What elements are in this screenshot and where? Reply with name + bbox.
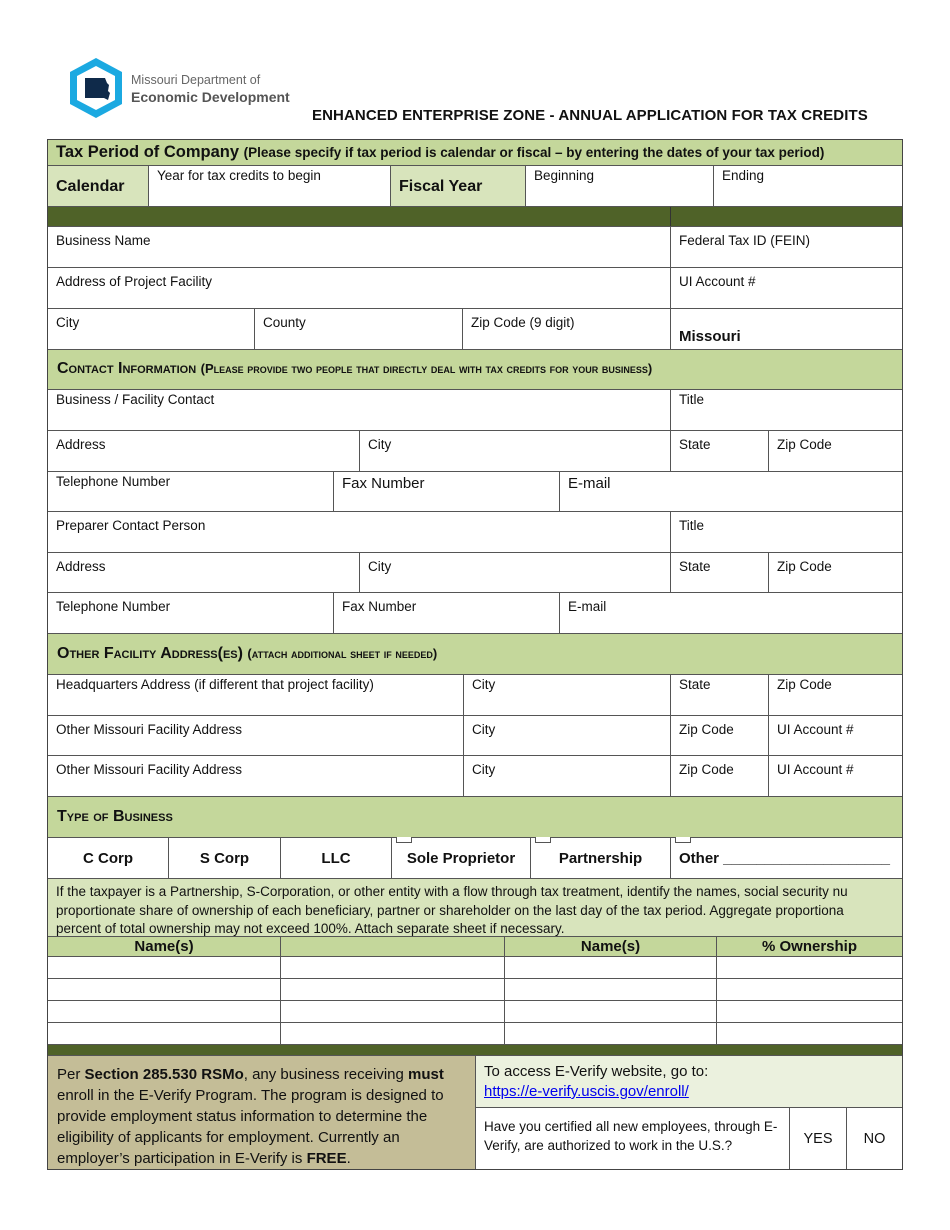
logo-line-2: Economic Development — [131, 89, 290, 105]
preparer-address-field[interactable]: Address — [48, 553, 360, 592]
contact-telephone-field[interactable]: Telephone Number — [48, 472, 334, 511]
contact-address-row — [48, 431, 902, 472]
tax-period-row — [48, 166, 902, 207]
hq-state-field[interactable]: State — [671, 675, 769, 715]
preparer-title-field[interactable]: Title — [679, 518, 705, 533]
option-other-label: Other ____________________ — [679, 849, 891, 867]
everify-text-4: . — [346, 1150, 351, 1167]
hq-address-row — [48, 675, 902, 716]
col-names-2: Name(s) — [505, 937, 717, 956]
project-address-field[interactable]: Address of Project Facility — [48, 268, 671, 308]
ownership-cell[interactable] — [717, 1023, 902, 1044]
contact-zip-field[interactable]: Zip Code — [777, 437, 832, 452]
everify-access-text: To access E-Verify website, go to: — [484, 1063, 709, 1080]
preparer-address-row — [48, 553, 902, 593]
option-other[interactable] — [671, 838, 902, 878]
ownership-cell[interactable] — [281, 1023, 505, 1044]
everify-yes[interactable]: YES — [790, 1108, 847, 1169]
contact-address-field[interactable]: Address — [48, 431, 360, 471]
business-contact-field[interactable]: Business / Facility Contact — [48, 390, 671, 430]
fein-field[interactable]: Federal Tax ID (FEIN) — [679, 233, 811, 248]
everify-question: Have you certified all new employees, through E-Verify, are authorized to work in the U.S.? — [476, 1108, 790, 1169]
contact-state-field[interactable]: State — [671, 431, 769, 471]
preparer-state-field[interactable]: State — [671, 553, 769, 592]
business-type-options — [48, 838, 902, 879]
other-facility-instruction: (attach additional sheet if needed) — [247, 646, 438, 661]
contact-title-field[interactable]: Title — [679, 392, 705, 407]
ownership-cell[interactable] — [505, 1001, 717, 1022]
col-names-1: Name(s) — [48, 937, 281, 956]
ownership-cell[interactable] — [717, 1001, 902, 1022]
type-of-business-heading: Type of Business — [57, 808, 173, 825]
preparer-email-field[interactable]: E-mail — [568, 599, 607, 614]
preparer-phone-row — [48, 593, 902, 634]
other-facility-row-2 — [48, 756, 902, 797]
missouri-state-icon — [85, 78, 110, 100]
other-facility-city-2[interactable]: City — [464, 756, 671, 796]
everify-right — [476, 1056, 902, 1169]
hq-city-field[interactable]: City — [464, 675, 671, 715]
ownership-cell[interactable] — [48, 979, 281, 1000]
preparer-telephone-field[interactable]: Telephone Number — [48, 593, 334, 633]
divider-bar-2 — [48, 1045, 902, 1056]
option-llc-label: LLC — [321, 849, 351, 867]
ownership-cell[interactable] — [48, 957, 281, 978]
ownership-paragraph-line-3: percent of total ownership may not exceed 100%. Attach separate sheet if necessary. — [56, 921, 565, 936]
ownership-cell[interactable] — [281, 957, 505, 978]
everify-notice — [48, 1056, 476, 1169]
logo-line-1: Missouri Department of — [131, 73, 261, 87]
ownership-row — [48, 1001, 902, 1023]
ownership-table-header — [48, 936, 902, 957]
other-facility-ui-1[interactable]: UI Account # — [777, 722, 854, 737]
tax-period-instruction: (Please specify if tax period is calendar or fiscal – by entering the dates of your tax period) — [243, 145, 825, 160]
everify-free: FREE — [306, 1150, 347, 1167]
other-facility-address-2[interactable]: Other Missouri Facility Address — [48, 756, 464, 796]
logo-text — [131, 72, 290, 106]
everify-text-2: , any business receiving — [243, 1066, 409, 1083]
contact-email-field[interactable]: E-mail — [568, 475, 611, 492]
contact-header — [48, 350, 902, 390]
state-missouri: Missouri — [679, 328, 741, 345]
everify-section-ref: Section 285.530 RSMo — [84, 1066, 244, 1083]
ownership-cell[interactable] — [717, 979, 902, 1000]
ownership-cell[interactable] — [48, 1023, 281, 1044]
year-for-tax-credits-field[interactable]: Year for tax credits to begin — [149, 166, 391, 206]
type-of-business-header — [48, 797, 902, 838]
checkbox-partnership[interactable] — [535, 837, 551, 843]
business-contact-row — [48, 390, 902, 431]
preparer-city-field[interactable]: City — [360, 553, 671, 592]
city-field[interactable]: City — [48, 309, 255, 349]
fiscal-year-label: Fiscal Year — [391, 166, 526, 206]
other-facility-ui-2[interactable]: UI Account # — [777, 762, 854, 777]
option-partnership[interactable] — [531, 838, 671, 878]
ownership-cell[interactable] — [48, 1001, 281, 1022]
ending-field[interactable]: Ending — [722, 168, 765, 183]
option-c-corp[interactable] — [48, 838, 169, 878]
tax-period-heading: Tax Period of Company — [56, 143, 240, 161]
calendar-label: Calendar — [48, 166, 149, 206]
checkbox-sole-proprietor[interactable] — [396, 837, 412, 843]
beginning-field[interactable]: Beginning — [526, 166, 714, 206]
contact-heading: Contact Information — [57, 360, 197, 377]
preparer-contact-field[interactable]: Preparer Contact Person — [48, 512, 671, 552]
option-sole-proprietor-label: Sole Proprietor — [406, 849, 516, 867]
ownership-cell[interactable] — [281, 1001, 505, 1022]
project-address-row — [48, 268, 902, 309]
everify-section — [48, 1056, 902, 1169]
other-facility-row-1 — [48, 716, 902, 756]
option-partnership-label: Partnership — [558, 849, 643, 867]
other-facility-zip-1[interactable]: Zip Code — [671, 716, 769, 755]
other-facility-city-1[interactable]: City — [464, 716, 671, 755]
ownership-paragraph-line-1: If the taxpayer is a Partnership, S-Corporation, or other entity with a flow through tax treatment, identify the names, social security nu — [56, 884, 848, 899]
preparer-row — [48, 512, 902, 553]
contact-city-field[interactable]: City — [360, 431, 671, 471]
county-field[interactable]: County — [255, 309, 463, 349]
ownership-row — [48, 957, 902, 979]
other-facility-heading: Other Facility Address(es) — [57, 645, 243, 662]
col-ownership: % Ownership — [761, 938, 858, 955]
checkbox-other[interactable] — [675, 837, 691, 843]
preparer-fax-field[interactable]: Fax Number — [334, 593, 560, 633]
option-sole-proprietor[interactable] — [392, 838, 531, 878]
everify-text-3: enroll in the E-Verify Program. The program is designed to provide employment status information to determine the eligibility of applicants for employment. Currently an employer’s participation in E-Verify is — [57, 1087, 444, 1167]
other-facility-zip-2[interactable]: Zip Code — [671, 756, 769, 796]
ownership-cell[interactable] — [505, 1023, 717, 1044]
other-facility-header — [48, 634, 902, 675]
business-name-row — [48, 227, 902, 268]
divider-bar — [48, 207, 902, 227]
contact-fax-field[interactable]: Fax Number — [334, 472, 560, 511]
ownership-instructions — [48, 879, 902, 936]
option-s-corp-label: S Corp — [199, 849, 250, 867]
everify-text-1: Per — [57, 1066, 85, 1083]
city-county-row — [48, 309, 902, 350]
ownership-cell[interactable] — [505, 957, 717, 978]
ui-account-field[interactable]: UI Account # — [679, 274, 756, 289]
everify-link[interactable]: https://e-verify.uscis.gov/enroll/ — [484, 1083, 689, 1100]
everify-access-box — [476, 1056, 902, 1108]
document-title: ENHANCED ENTERPRISE ZONE - ANNUAL APPLICATION FOR TAX CREDITS — [312, 107, 868, 124]
zip-9-field[interactable]: Zip Code (9 digit) — [463, 309, 671, 349]
application-form — [47, 139, 903, 1170]
ownership-cell[interactable] — [505, 979, 717, 1000]
other-facility-address-1[interactable]: Other Missouri Facility Address — [48, 716, 464, 755]
ownership-row — [48, 979, 902, 1001]
everify-no[interactable]: NO — [863, 1130, 886, 1147]
option-s-corp[interactable] — [169, 838, 281, 878]
ownership-cell[interactable] — [281, 979, 505, 1000]
ownership-cell[interactable] — [717, 957, 902, 978]
tax-period-header — [48, 140, 902, 166]
ownership-row — [48, 1023, 902, 1045]
preparer-zip-field[interactable]: Zip Code — [777, 559, 832, 574]
option-c-corp-label: C Corp — [83, 849, 133, 867]
hq-zip-field[interactable]: Zip Code — [777, 677, 832, 692]
business-name-field[interactable]: Business Name — [48, 227, 671, 267]
contact-instruction: (Please provide two people that directly deal with tax credits for your business) — [200, 361, 653, 376]
ownership-paragraph-line-2: proportionate share of ownership of each beneficiary, partner or shareholder on the last day of the tax period. Aggregate proportiona — [56, 902, 844, 918]
everify-question-row — [476, 1108, 902, 1169]
everify-must: must — [408, 1066, 444, 1083]
option-llc[interactable] — [281, 838, 392, 878]
hq-address-field[interactable]: Headquarters Address (if different that project facility) — [48, 675, 464, 715]
contact-phone-row — [48, 472, 902, 512]
